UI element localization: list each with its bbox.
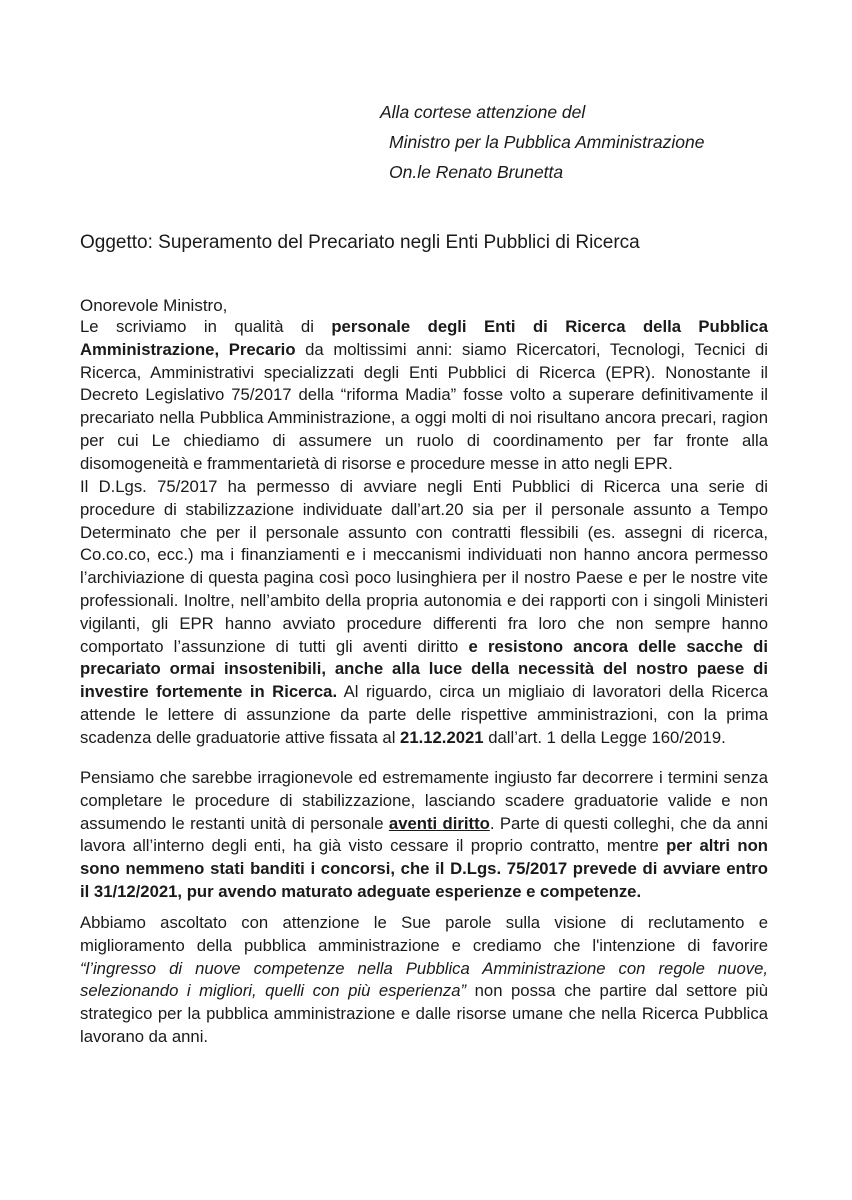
paragraph-3: Pensiamo che sarebbe irragionevole ed estremamente ingiusto far decorrere i termini senza completare le procedure di stabilizzazione, lasciando scadere graduatorie valide e non assumendo le restanti unità di personale aventi diritto. Parte di questi colleghi, che da anni lavora all’interno degli enti, ha già visto cessare il proprio contratto, mentre per altri non sono nemmeno stati banditi i concorsi, che il D.Lgs. 75/2017 prevede di avviare entro il 31/12/2021, pur avendo maturato adeguate esperienze e competenze. <box>80 768 768 901</box>
address-line-3: On.le Renato Brunetta <box>389 162 564 182</box>
paragraph-1: Le scriviamo in qualità di personale degli Enti di Ricerca della Pubblica Amministrazione, Precario da moltissimi anni: siamo Ricercatori, Tecnologi, Tecnici di Ricerca, Amministrativi specializzati degli Enti Pubblici di Ricerca (EPR). Nonostante il Decreto Legislativo 75/2017 della “riforma Madia” fosse volto a superare definitivamente il precariato nella Pubblica Amministrazione, a oggi molti di noi risultano ancora precari, ragion per cui Le chiediamo di assumere un ruolo di coordinamento per far fronte alla disomogeneità e frammentarietà di risorse e procedure messe in atto negli EPR. <box>80 317 768 473</box>
quoted-phrase: “l’ingresso di nuove competenze nella Pubblica Amministrazione con regole nuove, selezionando i migliori, quelli con più esperienza” <box>80 958 768 1001</box>
bold-phrase: e resistono ancora delle sacche di precariato ormai insostenibili, anche alla luce della necessità del nostro paese di investire fortemente in Ricerca. <box>80 636 768 702</box>
bold-phrase: personale degli Enti di Ricerca della Pubblica Amministrazione, Precario <box>80 317 768 359</box>
deadline-date: 21.12.2021 <box>400 727 484 747</box>
address-line-1: Alla cortese attenzione del <box>380 102 586 122</box>
bold-phrase: per altri non sono nemmeno stati banditi i concorsi, che il D.Lgs. 75/2017 prevede di avviare entro il 31/12/2021, pur avendo maturato adeguate esperienze e competenze. <box>80 836 768 901</box>
salutation: Onorevole Ministro, <box>80 296 228 315</box>
subject-line: Oggetto: Superamento del Precariato negli Enti Pubblici di Ricerca <box>80 232 640 253</box>
paragraph-2: Il D.Lgs. 75/2017 ha permesso di avviare negli Enti Pubblici di Ricerca una serie di procedure di stabilizzazione individuate dall’art.20 sia per il personale assunto a Tempo Determinato che per il personale assunto con contratti flessibili (es. assegni di ricerca, Co.co.co, ecc.) ma i finanziamenti e i meccanismi individuati non hanno ancora permesso l’archiviazione di questa pagina così poco lusinghiera per il nostro Paese e per le nostre vite professionali. Inoltre, nell’ambito della propria autonomia e dei rapporti con i singoli Ministeri vigilanti, gli EPR hanno avviato procedure differenti fra loro che non sempre hanno comportato l’assunzione di tutti gli aventi diritto e resistono ancora delle sacche di precariato ormai insostenibili, anche alla luce della necessità del nostro paese di investire fortemente in Ricerca. Al riguardo, circa un migliaio di lavoratori della Ricerca attende le lettere di assunzione da parte delle rispettive amministrazioni, con la prima scadenza delle graduatorie attive fissata al 21.12.2021 dall’art. 1 della Legge 160/2019. <box>80 477 768 747</box>
paragraph-4: Abbiamo ascoltato con attenzione le Sue parole sulla visione di reclutamento e miglioramento della pubblica amministrazione e crediamo che l'intenzione di favorire “l’ingresso di nuove competenze nella Pubblica Amministrazione con regole nuove, selezionando i migliori, quelli con più esperienza” non possa che partire dal settore più strategico per la pubblica amministrazione e dalle risorse umane che nella Ricerca Pubblica lavorano da anni. <box>80 913 768 1046</box>
address-line-2: Ministro per la Pubblica Amministrazione <box>389 132 705 152</box>
underlined-phrase: aventi diritto <box>388 813 490 833</box>
